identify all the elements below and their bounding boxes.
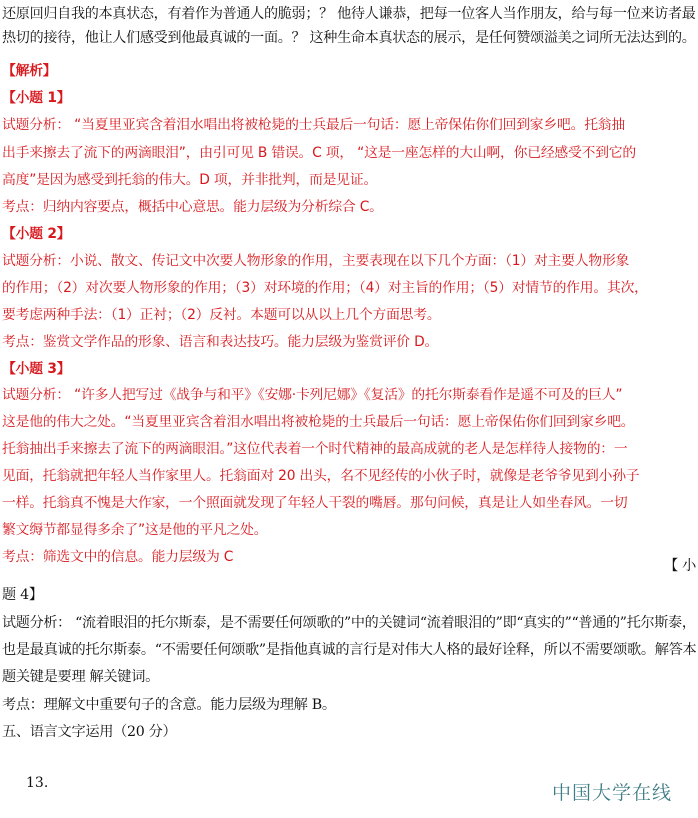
q4-line-2: 也是最真诚的托尔斯泰。“不需要任何颂歌”是指他真诚的言行是对伟大人格的最好诠释，所以不需要颂歌。解答本 bbox=[2, 642, 697, 658]
q2-tag: 【小题 2】 bbox=[2, 226, 71, 242]
q1-line-3: 高度”是因为感受到托翁的伟大。D 项，并非批判，而是见证。 bbox=[2, 172, 378, 188]
q3-point: 考点：筛选文中的信息。能力层级为 C bbox=[2, 549, 234, 565]
q2-line-2: 的作用；（2）对次要人物形象的作用；（3）对环境的作用；（4）对主旨的作用；（5）对情节的作用。其次， bbox=[2, 280, 648, 296]
q1-point: 考点：归纳内容要点，概括中心意思。能力层级为分析综合 C。 bbox=[2, 199, 383, 215]
section-five-heading: 五、语言文字运用（20 分） bbox=[2, 724, 177, 740]
analysis-header: 【解析】 bbox=[2, 63, 57, 79]
question-number: 13. bbox=[26, 775, 49, 791]
intro-line-2: 热切的接待，他让人们感受到他最真诚的一面。？ 这种生命本真状态的展示，是任何赞颂溢美之词所无法达到的。 bbox=[2, 30, 696, 46]
intro-line-1: 还原回归自我的本真状态，有着作为普通人的脆弱；？ 他待人谦恭，把每一位客人当作朋友，给与每一位来访者最 bbox=[2, 6, 696, 22]
q4-line-1: 试题分析： “流着眼泪的托尔斯泰，是不需要任何颂歌的”中的关键词“流着眼泪的”即“真实的”“普通的”托尔斯泰， bbox=[2, 615, 696, 631]
site-watermark: 中国大学在线 bbox=[551, 782, 672, 804]
q1-tag: 【小题 1】 bbox=[2, 90, 71, 106]
q4-line-3: 题关键是要理 解关键词。 bbox=[2, 669, 159, 685]
q3-line-5: 一样。托翁真不愧是大作家，一个照面就发现了年轻人干裂的嘴唇。那句问候，真是让人如坐春风。一切 bbox=[2, 495, 628, 511]
q2-point: 考点：鉴赏文学作品的形象、语言和表达技巧。能力层级为鉴赏评价 D。 bbox=[2, 334, 439, 350]
q3-line-4: 见面，托翁就把年轻人当作家里人。托翁面对 20 出头，名不见经传的小伙子时，就像是老爷爷见到小孙子 bbox=[2, 468, 640, 484]
q4-tag-part-b: 题 4】 bbox=[2, 587, 43, 603]
q1-line-1: 试题分析： “当夏里亚宾含着泪水唱出将被枪毙的士兵最后一句话：愿上帝保佑你们回到家乡吧。托翁抽 bbox=[2, 117, 625, 133]
q2-line-1: 试题分析：小说、散文、传记文中次要人物形象的作用，主要表现在以下几个方面：（1）对主要人物形象 bbox=[2, 253, 630, 269]
q4-tag-part-a: 【 小 bbox=[664, 558, 696, 574]
q3-tag: 【小题 3】 bbox=[2, 361, 71, 377]
q4-point: 考点：理解文中重要句子的含意。能力层级为理解 B。 bbox=[2, 697, 336, 713]
q3-line-6: 繁文缛节都显得多余了”这是他的平凡之处。 bbox=[2, 522, 268, 538]
q3-line-2: 这是他的伟大之处。“当夏里亚宾含着泪水唱出将被枪毙的士兵最后一句话：愿上帝保佑你们回到家乡吧。 bbox=[2, 414, 635, 430]
q1-line-2: 出手来擦去了流下的两滴眼泪”，由引可见 B 错误。C 项， “这是一座怎样的大山啊，你已经感受不到它的 bbox=[2, 145, 636, 161]
q3-line-3: 托翁抽出手来擦去了流下的两滴眼泪。”这位代表着一个时代精神的最高成就的老人是怎样待人接物的：一 bbox=[2, 441, 628, 457]
q3-line-1: 试题分析： “许多人把写过《战争与和平》《安娜·卡列尼娜》《复活》的托尔斯泰看作是遥不可及的巨人” bbox=[2, 387, 623, 403]
q2-line-3: 要考虑两种手法：（1）正衬；（2）反衬。本题可以从以上几个方面思考。 bbox=[2, 307, 441, 323]
